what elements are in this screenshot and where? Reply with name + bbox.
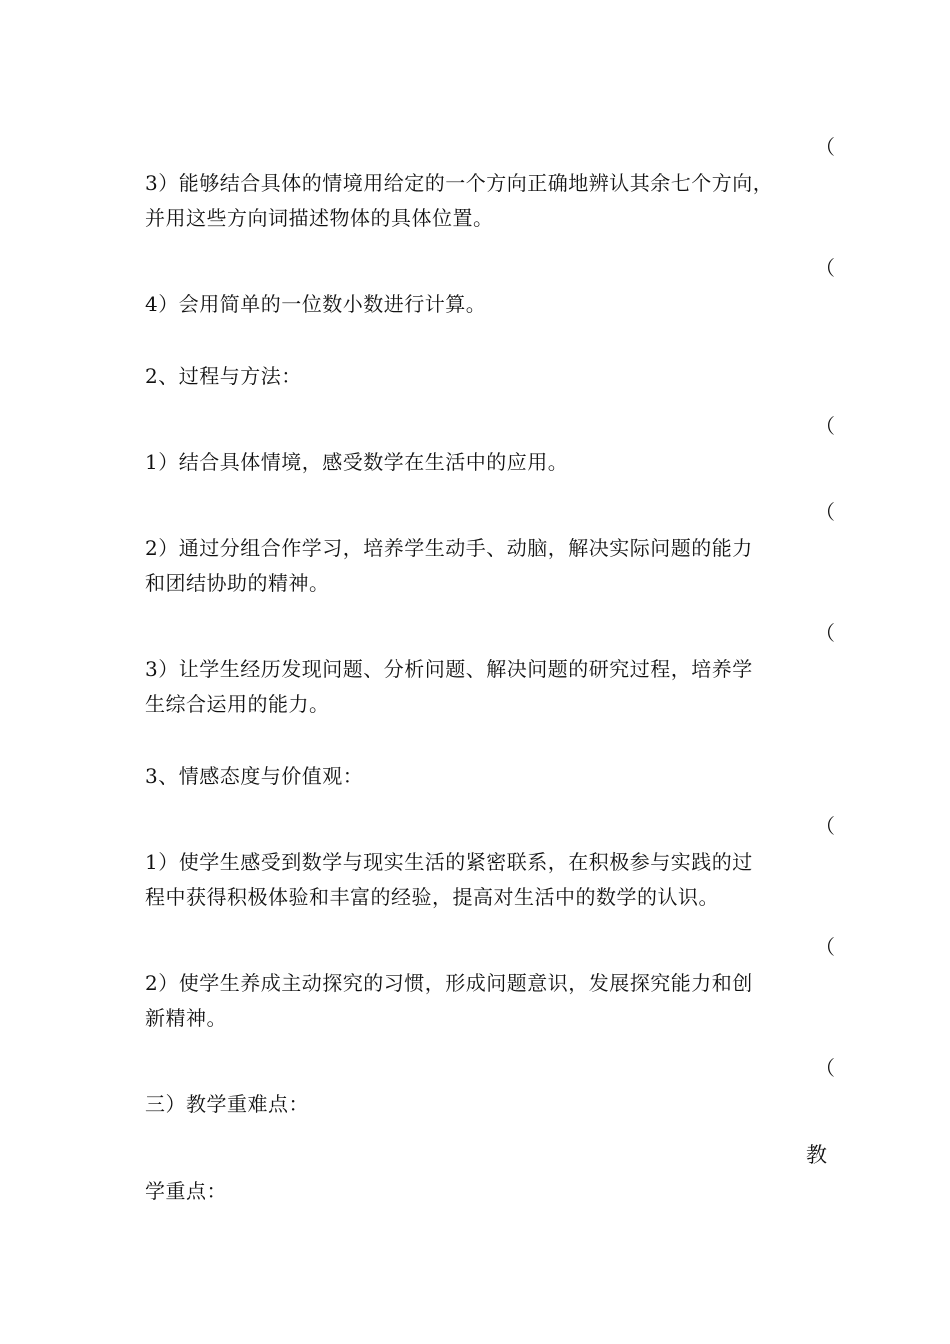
section-heading: 三）教学重难点： (145, 1092, 309, 1116)
text-line: 2）通过分组合作学习，培养学生动手、动脑，解决实际问题的能力 (145, 536, 753, 560)
section-heading: 3、情感态度与价值观： (145, 764, 364, 788)
text-line: 程中获得积极体验和丰富的经验，提高对生活中的数学的认识。 (145, 885, 719, 909)
open-paren: （ (815, 135, 835, 159)
open-paren: （ (815, 621, 835, 645)
text-line: 3）能够结合具体的情境用给定的一个方向正确地辨认其余七个方向， (145, 171, 774, 195)
open-paren: （ (815, 256, 835, 280)
section-heading: 2、过程与方法： (145, 364, 302, 388)
open-paren: （ (815, 414, 835, 438)
text-line: 2）使学生养成主动探究的习惯，形成问题意识，发展探究能力和创 (145, 971, 753, 995)
text-line: 学重点： (145, 1179, 227, 1203)
open-paren: （ (815, 814, 835, 838)
open-paren: （ (815, 500, 835, 524)
text-line: 3）让学生经历发现问题、分析问题、解决问题的研究过程，培养学 (145, 657, 753, 681)
text-line: 生综合运用的能力。 (145, 692, 330, 716)
open-paren: （ (815, 1056, 835, 1080)
text-line: 1）使学生感受到数学与现实生活的紧密联系，在积极参与实践的过 (145, 850, 753, 874)
text-line: 并用这些方向词描述物体的具体位置。 (145, 206, 494, 230)
text-line: 1）结合具体情境，感受数学在生活中的应用。 (145, 450, 569, 474)
text-line: 4）会用简单的一位数小数进行计算。 (145, 292, 487, 316)
text-line: 和团结协助的精神。 (145, 571, 330, 595)
open-paren: （ (815, 935, 835, 959)
wrapped-char: 教 (806, 1143, 827, 1167)
text-line: 新精神。 (145, 1006, 227, 1030)
